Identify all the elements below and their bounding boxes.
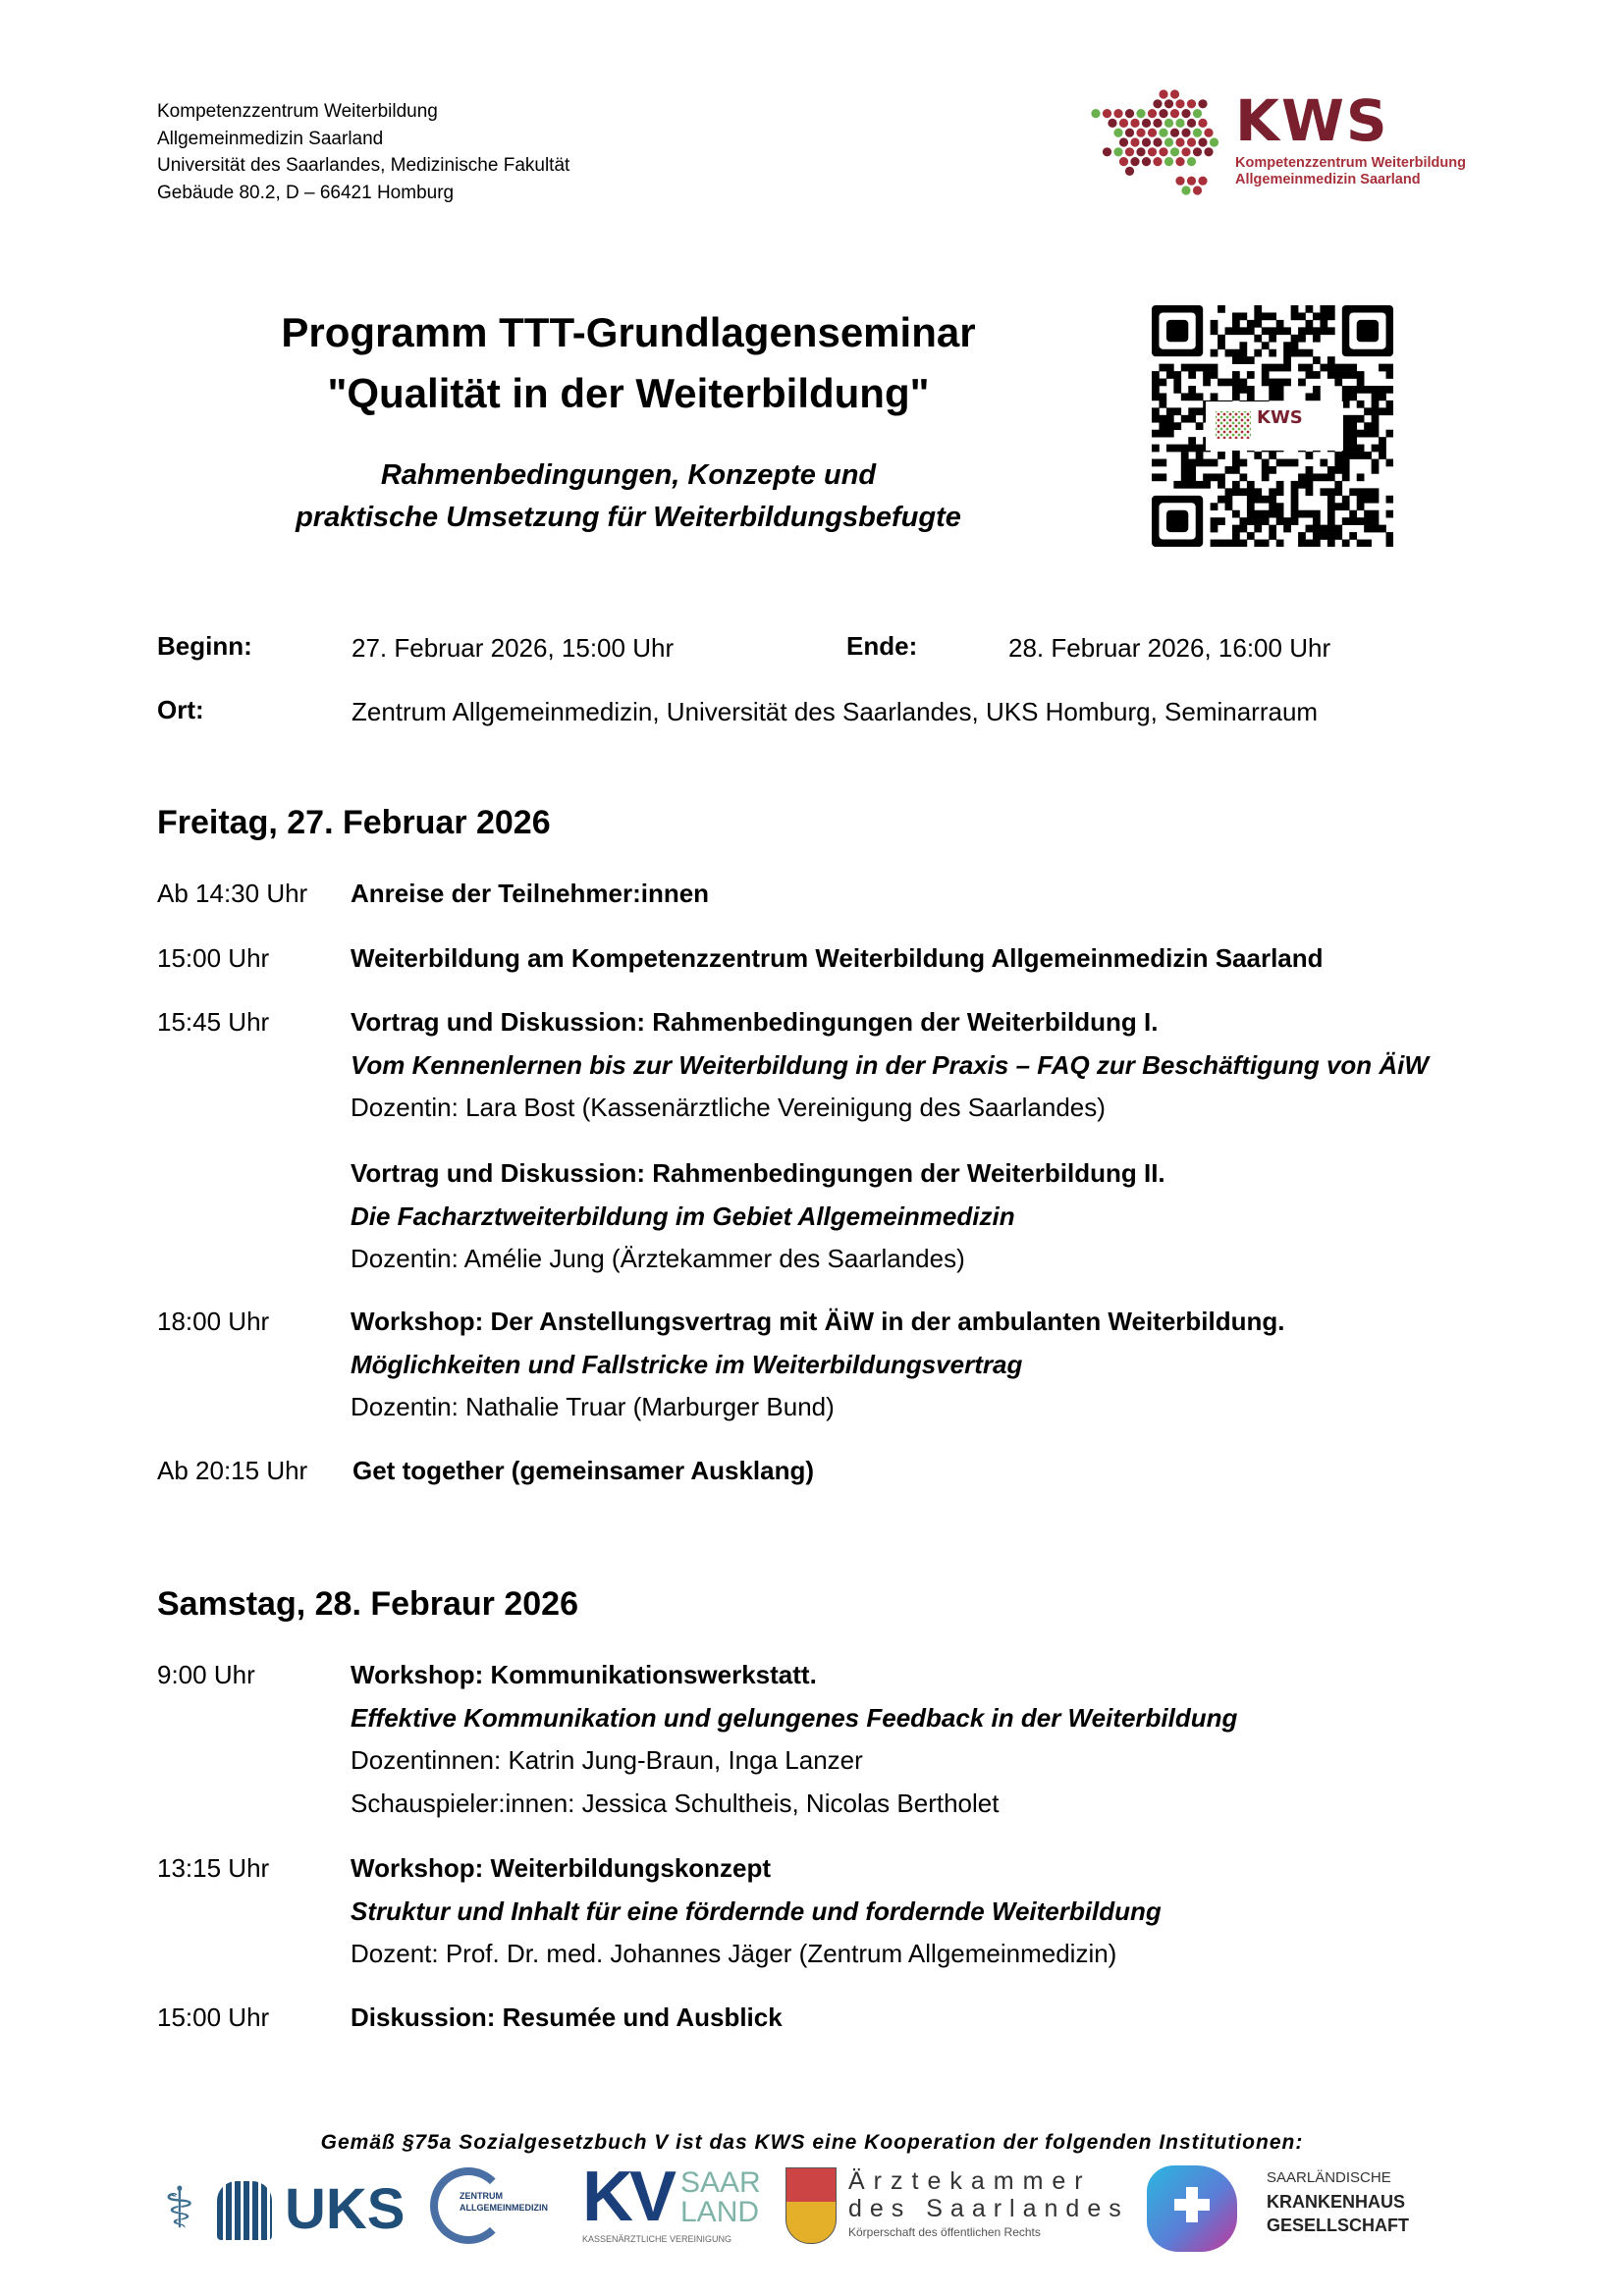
logo-dot	[1164, 119, 1173, 128]
end-value: 28. Februar 2026, 16:00 Uhr	[1008, 633, 1331, 663]
item-subtitle: Vom Kennenlernen bis zur Weiterbildung in der Praxis – FAQ zur Beschäftigung von ÄiW	[351, 1049, 1429, 1080]
item-subtitle: Möglichkeiten und Fallstricke im Weiterbildungsvertrag	[351, 1349, 1023, 1379]
item-time: 13:15 Uhr	[157, 1853, 270, 1883]
item-subtitle: Effektive Kommunikation und gelungenes Feedback in der Weiterbildung	[351, 1702, 1238, 1733]
logo-dot	[1164, 137, 1173, 146]
logo-dot	[1125, 129, 1134, 137]
item-speaker: Dozent: Prof. Dr. med. Johannes Jäger (Zentrum Allgemeinmedizin)	[351, 1939, 1117, 1968]
logo-name-line2: Allgemeinmedizin Saarland	[1235, 172, 1421, 187]
item-title: Get together (gemeinsamer Ausklang)	[352, 1456, 815, 1485]
partner-logos	[0, 2160, 1624, 2268]
qr-logo-dots-icon	[1216, 411, 1251, 439]
logo-dot	[1210, 137, 1218, 146]
logo-dot	[1119, 157, 1128, 166]
day-heading-saturday: Samstag, 28. Febraur 2026	[157, 1585, 579, 1623]
location-label: Ort:	[157, 695, 204, 724]
title-line1: Programm TTT-Grundlagenseminar	[281, 309, 976, 355]
kv-subtitle: KASSENÄRZTLICHE VEREINIGUNG	[582, 2234, 732, 2244]
page-title	[226, 302, 1031, 424]
address-line: Universität des Saarlandes, Medizinische Fakultät	[157, 155, 570, 176]
sender-address	[157, 98, 569, 206]
item-time: 9:00 Uhr	[157, 1660, 255, 1689]
item-subtitle: Die Facharztweiterbildung im Gebiet Allgemeinmedizin	[351, 1201, 1015, 1231]
logo-dot	[1181, 109, 1190, 118]
logo-dot	[1164, 99, 1173, 108]
logo-acronym-text: KWS	[1235, 87, 1389, 154]
begin-label: Beginn:	[157, 631, 252, 661]
cooperation-note: Gemäß §75a Sozialgesetzbuch V ist das KWS eine Kooperation der folgenden Institutionen:	[320, 2131, 1304, 2154]
logo-dot	[1113, 147, 1122, 156]
item-title: Workshop: Weiterbildungskonzept	[351, 1853, 772, 1883]
logo-name-line1: Kompetenzzentrum Weiterbildung	[1235, 155, 1466, 171]
logo-dot	[1142, 137, 1151, 146]
item-time: 15:00 Uhr	[157, 2002, 270, 2032]
partner-aerztekammer	[785, 2167, 1129, 2256]
logo-dot	[1187, 157, 1196, 166]
logo-dot	[1159, 89, 1167, 98]
item-title: Vortrag und Diskussion: Rahmenbedingungen der Weiterbildung II.	[351, 1158, 1165, 1188]
logo-dot	[1136, 147, 1145, 156]
logo-dot	[1198, 177, 1207, 186]
item-title: Vortrag und Diskussion: Rahmenbedingungen der Weiterbildung I.	[351, 1007, 1159, 1037]
item-title: Anreise der Teilnehmer:innen	[351, 879, 710, 908]
logo-dot	[1148, 129, 1157, 137]
uks-text: UKS	[285, 2177, 406, 2241]
logo-dot	[1136, 129, 1145, 137]
aek-line3: Körperschaft des öffentlichen Rechts	[848, 2225, 1041, 2239]
logo-dot	[1153, 99, 1162, 108]
partner-uks	[162, 2171, 412, 2250]
subtitle-line2: praktische Umsetzung für Weiterbildungsbefugte	[296, 502, 961, 533]
logo-dot	[1181, 147, 1190, 156]
logo-dot	[1181, 186, 1190, 194]
logo-dot	[1103, 109, 1111, 118]
logo-dot	[1125, 109, 1134, 118]
logo-dot	[1187, 99, 1196, 108]
logo-dot	[1193, 186, 1202, 194]
item-time: Ab 20:15 Uhr	[157, 1456, 308, 1485]
zentrum-line2: ALLGEMEINMEDIZIN	[460, 2203, 548, 2213]
coat-of-arms-icon	[785, 2167, 837, 2244]
logo-dot	[1108, 119, 1116, 128]
day-heading-friday: Freitag, 27. Februar 2026	[157, 804, 551, 841]
item-speaker: Dozentin: Lara Bost (Kassenärztliche Vereinigung des Saarlandes)	[351, 1093, 1106, 1122]
address-line: Gebäude 80.2, D – 66421 Homburg	[157, 182, 455, 203]
logo-dot	[1125, 167, 1134, 176]
item-speaker: Dozentinnen: Katrin Jung-Braun, Inga Lanzer	[351, 1745, 863, 1775]
logo-dot	[1193, 129, 1202, 137]
qr-finder-pattern	[1166, 320, 1188, 342]
logo-dot	[1130, 157, 1139, 166]
qr-logo-text: KWS	[1257, 407, 1303, 428]
partner-krankenhausgesellschaft	[1147, 2165, 1422, 2256]
logo-dot	[1103, 147, 1111, 156]
item-time: 15:45 Uhr	[157, 1007, 270, 1037]
item-title: Workshop: Der Anstellungsvertrag mit ÄiW in der ambulanten Weiterbildung.	[351, 1307, 1285, 1336]
logo-dot	[1170, 89, 1179, 98]
zentrum-line1: ZENTRUM	[460, 2191, 503, 2201]
item-time: 18:00 Uhr	[157, 1307, 270, 1336]
item-title: Diskussion: Resumée und Ausblick	[351, 2002, 783, 2032]
aek-line1: Ärztekammer	[848, 2167, 1092, 2195]
item-speaker: Dozentin: Amélie Jung (Ärztekammer des Saarlandes)	[351, 1244, 965, 1273]
logo-dot	[1175, 177, 1184, 186]
logo-dot	[1198, 119, 1207, 128]
title-line2: "Qualität in der Weiterbildung"	[327, 370, 930, 416]
logo-dot	[1136, 109, 1145, 118]
logo-dot	[1142, 157, 1151, 166]
qr-finder-pattern	[1166, 510, 1188, 532]
logo-dot	[1204, 129, 1213, 137]
logo-dot	[1187, 119, 1196, 128]
skg-line3: GESELLSCHAFT	[1267, 2216, 1410, 2235]
logo-dot	[1193, 147, 1202, 156]
cross-icon	[1174, 2187, 1210, 2222]
item-title: Weiterbildung am Kompetenzzentrum Weiterbildung Allgemeinmedizin Saarland	[351, 943, 1324, 973]
logo-dot	[1119, 137, 1128, 146]
location-value: Zentrum Allgemeinmedizin, Universität des Saarlandes, UKS Homburg, Seminarraum	[352, 697, 1319, 726]
logo-acronym	[1235, 86, 1466, 155]
logo-dot	[1175, 157, 1184, 166]
logo-dot	[1130, 137, 1139, 146]
kv-saar-text: SAAR	[680, 2166, 761, 2199]
kws-logo	[1088, 86, 1490, 199]
partner-zentrum-allgemeinmedizin	[430, 2165, 568, 2254]
logo-dot	[1153, 157, 1162, 166]
logo-dot	[1187, 177, 1196, 186]
logo-dot	[1142, 119, 1151, 128]
logo-dot	[1175, 99, 1184, 108]
begin-value: 27. Februar 2026, 15:00 Uhr	[352, 633, 675, 663]
logo-dot	[1153, 137, 1162, 146]
aek-line2: des Saarlandes	[848, 2195, 1129, 2222]
logo-dot	[1130, 119, 1139, 128]
kv-land-text: LAND	[680, 2196, 760, 2228]
item-time: 15:00 Uhr	[157, 943, 270, 973]
logo-dot	[1164, 157, 1173, 166]
logo-dot	[1091, 109, 1100, 118]
logo-dot	[1153, 119, 1162, 128]
logo-dot	[1159, 129, 1167, 137]
item-time: Ab 14:30 Uhr	[157, 879, 308, 908]
logo-dot	[1125, 147, 1134, 156]
qr-finder-pattern	[1357, 320, 1379, 342]
logo-dot	[1170, 147, 1179, 156]
logo-dot	[1193, 109, 1202, 118]
logo-dot	[1113, 109, 1122, 118]
logo-dot	[1204, 147, 1213, 156]
address-line: Allgemeinmedizin Saarland	[157, 128, 384, 149]
logo-dot	[1170, 109, 1179, 118]
address-line: Kompetenzzentrum Weiterbildung	[157, 101, 438, 122]
logo-dot	[1198, 137, 1207, 146]
eagle-building-icon	[217, 2181, 272, 2240]
logo-dot	[1148, 147, 1157, 156]
logo-dot	[1113, 129, 1122, 137]
item-subtitle: Struktur und Inhalt für eine fördernde und fordernde Weiterbildung	[351, 1896, 1162, 1926]
logo-dot	[1119, 119, 1128, 128]
item-title: Workshop: Kommunikationswerkstatt.	[351, 1660, 817, 1689]
logo-dot	[1148, 109, 1157, 118]
page-subtitle	[226, 454, 1031, 539]
partner-kv-saarland	[582, 2158, 769, 2254]
logo-dot	[1198, 99, 1207, 108]
caduceus-icon: ⚕	[164, 2176, 195, 2240]
logo-dot	[1175, 119, 1184, 128]
end-label: Ende:	[846, 631, 918, 661]
item-speaker: Dozentin: Nathalie Truar (Marburger Bund)	[351, 1392, 835, 1421]
logo-dot	[1187, 137, 1196, 146]
saarland-dot-map-icon	[1088, 86, 1235, 199]
skg-line1: SAARLÄNDISCHE	[1267, 2169, 1391, 2186]
kv-text: KV	[582, 2158, 674, 2236]
qr-code[interactable]	[1152, 305, 1393, 547]
subtitle-line1: Rahmenbedingungen, Konzepte und	[380, 459, 877, 491]
qr-center-logo	[1206, 401, 1343, 451]
skg-line2: KRANKENHAUS	[1267, 2192, 1406, 2212]
logo-dot	[1159, 147, 1167, 156]
logo-dot	[1159, 109, 1167, 118]
item-actors: Schauspieler:innen: Jessica Schultheis, Nicolas Bertholet	[351, 1788, 1000, 1818]
logo-dot	[1170, 129, 1179, 137]
logo-dot	[1175, 137, 1184, 146]
logo-dot	[1181, 129, 1190, 137]
